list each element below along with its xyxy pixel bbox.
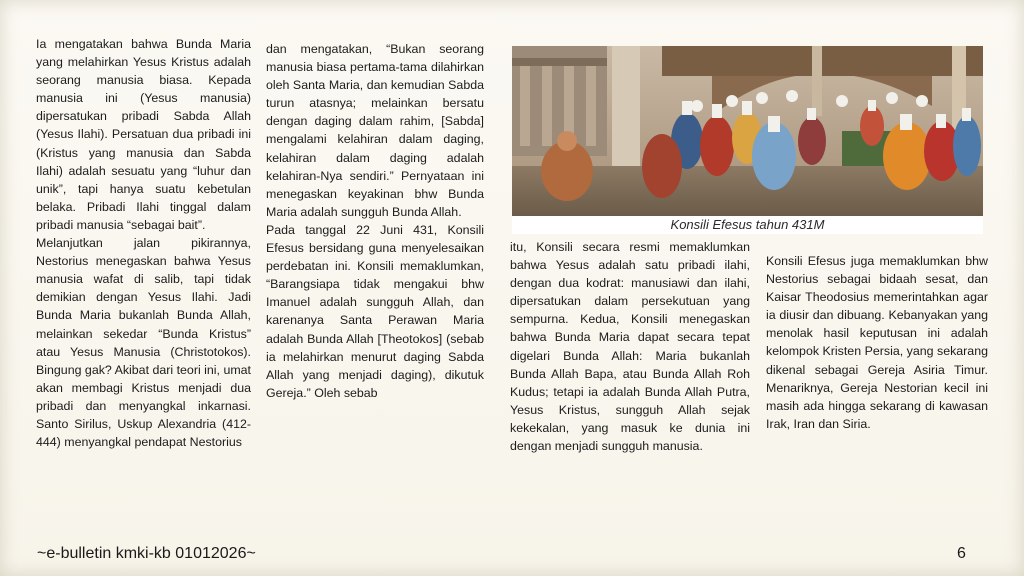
text-column-4 — [766, 252, 988, 433]
paragraph: Konsili Efesus juga memaklumkan bhw Nestorius sebagai bidaah sesat, dan Kaisar Theodosius memerintahkan agar ia diusir dan dibuang. Kebanyakan yang menolak hasil keputusan ini adalah kelompok Kristen Persia, yang sekarang dikenal sebagai Gereja Asiria Timur. Menariknya, Gereja Nestorian kecil ini masih ada hingga sekarang di kawasan Irak, Iran dan Siria. — [766, 254, 988, 431]
bulletin-footer-title: ~e-bulletin kmki-kb 01012026~ — [37, 545, 256, 562]
text-column-1 — [36, 35, 251, 451]
page-number: 6 — [957, 545, 966, 562]
council-painting-image — [512, 46, 983, 216]
paragraph: Melanjutkan jalan pikirannya, Nestorius menegaskan bahwa Yesus manusia wafat di salib, tapi tidak demikian dengan Yesus Ilahi. Jadi Bunda Maria bukanlah Bunda Allah, melainkan sekedar “Bunda Kristus” atau Yesus Manusia (Christotokos). Bingung gak? Akibat dari teori ini, umat akan membagi Kristus menjadi dua pribadi dan menyangkal inkarnasi. Santo Sirilus, Uskup Alexandria (412-444) menyangkal pendapat Nestorius — [36, 236, 251, 450]
paragraph: dan mengatakan, “Bukan seorang manusia biasa pertama-tama dilahirkan oleh Santa Maria, dan kemudian Sabda turun atasnya; melainkan bersatu dengan daging dalam rahim, [Sabda] mengalami kelahiran dalam daging, kelahiran dalam daging adalah kelahiran-Nya sendiri.” Pernyataan ini menegaskan keyakinan bhw Bunda Maria adalah sungguh Bunda Allah. — [266, 42, 484, 219]
paragraph: Pada tanggal 22 Juni 431, Konsili Efesus bersidang guna menyelesaikan perdebatan ini. Konsili memaklumkan, “Barangsiapa tidak mengakui bhw Imanuel adalah sungguh Allah, dan karenanya Santa Perawan Maria adalah Bunda Allah [Theotokos] (sebab ia melahirkan menurut daging Sabda Allah yang menjadi daging), dikutuk Gereja.” Oleh sebab — [266, 222, 484, 400]
paragraph: Ia mengatakan bahwa Bunda Maria yang melahirkan Yesus Kristus adalah seorang manusia biasa. Kepada manusia ini (Yesus manusia) dipersatukan pribadi Sabda Allah (Yesus Ilahi). Persatuan dua pribadi ini (Kristus yang manusia dan Sabda Ilahi) adalah sesuatu yang “luhur dan unik”, tapi hanya suatu kebetulan belaka. Pribadi Ilahi tinggal dalam pribadi manusia “sebagai bait”. — [36, 37, 251, 232]
text-column-2 — [266, 40, 484, 402]
paragraph: itu, Konsili secara resmi memaklumkan bahwa Yesus adalah satu pribadi ilahi, dengan dua kodrat: manusiawi dan ilahi, dipersatukan dalam persekutuan yang sempurna. Kedua, Konsili menegaskan bahwa Bunda Maria dapat secara tepat digelari Bunda Allah: Maria bukanlah Bunda Allah Bapa, atau Bunda Allah Roh Kudus; tetapi ia adalah Bunda Allah Putra, Yesus Kristus, sungguh Allah sejak kekekalan, yang masuk ke dunia ini dengan menjadi sungguh manusia. — [510, 240, 750, 454]
figure-caption: Konsili Efesus tahun 431M — [512, 216, 983, 234]
council-painting-figure — [512, 46, 983, 234]
text-column-3 — [510, 238, 750, 455]
